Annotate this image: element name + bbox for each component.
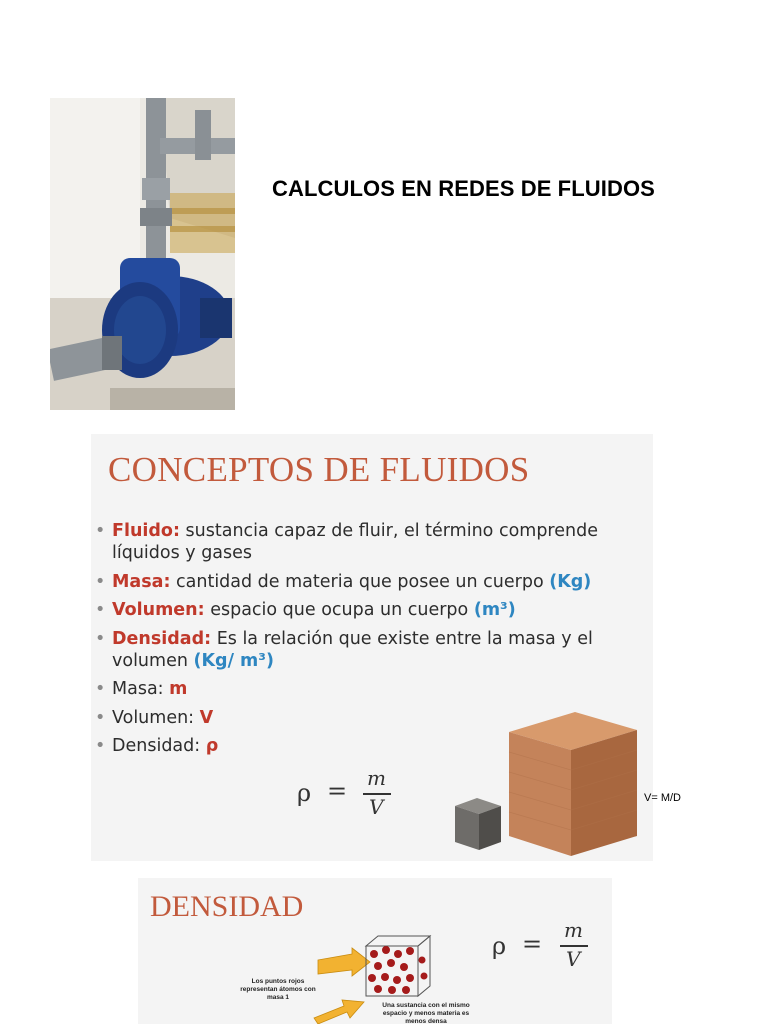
- arrow-icon: [314, 1000, 364, 1024]
- bullet-masa-symbol: [95, 678, 653, 700]
- bullet-volumen: [95, 599, 653, 621]
- bullet-densidad: [95, 628, 653, 673]
- definition-masa: cantidad de materia que posee un cuerpo: [170, 571, 550, 592]
- definition-fluido: sustancia capaz de fluir, el término comprende: [179, 521, 598, 541]
- density-cubes-illustration: [447, 702, 653, 861]
- dense-particle-cube: [366, 936, 430, 996]
- large-cork-cube: [509, 712, 637, 856]
- term-densidad: Densidad:: [112, 628, 212, 649]
- pump-illustration: [50, 98, 235, 410]
- page-title: CALCULOS EN REDES DE FLUIDOS: [272, 176, 655, 201]
- symbol-densidad: ρ: [205, 736, 219, 757]
- definition-fluido-cont: líquidos y gases: [112, 543, 253, 564]
- definition-volumen: espacio que ocupa un cuerpo: [204, 600, 474, 621]
- density-formula: [492, 920, 602, 976]
- formula-rho: ρ: [297, 779, 312, 807]
- caption-less-dense: Una sustancia con el mismo espacio y menos materia es menos densa: [382, 1002, 470, 1024]
- label-volumen: Volumen:: [112, 707, 200, 728]
- formula-denominator: V: [369, 795, 384, 819]
- symbol-masa: m: [169, 679, 188, 700]
- pump-photo: [50, 98, 235, 410]
- bullet-fluido: [95, 520, 653, 565]
- side-note: V= M/D: [644, 792, 681, 804]
- definition-densidad-cont: volumen: [112, 650, 194, 671]
- formula-numerator: m: [367, 766, 386, 790]
- definition-densidad: Es la relación que existe entre la masa y el: [211, 628, 593, 649]
- slide-densidad: [138, 878, 612, 1024]
- slide-conceptos-de-fluidos: [91, 434, 653, 861]
- term-masa: Masa:: [112, 571, 171, 592]
- term-fluido: Fluido:: [112, 521, 180, 541]
- formula-denominator: V: [566, 947, 581, 971]
- slide-title: CONCEPTOS DE FLUIDOS: [108, 450, 530, 489]
- label-masa: Masa:: [112, 679, 170, 700]
- term-volumen: Volumen:: [112, 600, 205, 621]
- arrow-icon: [318, 948, 370, 976]
- formula-equals: =: [327, 777, 348, 805]
- unit-densidad: (Kg/ m³): [193, 650, 274, 671]
- unit-volumen: (m³): [473, 600, 516, 621]
- formula-equals: =: [522, 930, 543, 958]
- slide-title: DENSIDAD: [150, 890, 304, 923]
- symbol-volumen: V: [199, 707, 214, 728]
- caption-dense: Los puntos rojos representan átomos con masa 1: [240, 978, 316, 1001]
- label-densidad: Densidad:: [112, 736, 206, 757]
- formula-rho: ρ: [492, 932, 507, 960]
- bullet-masa: [95, 571, 653, 593]
- unit-masa: (Kg): [549, 571, 592, 592]
- small-metal-cube: [455, 798, 501, 850]
- formula-numerator: m: [564, 918, 583, 942]
- density-formula: [297, 766, 417, 826]
